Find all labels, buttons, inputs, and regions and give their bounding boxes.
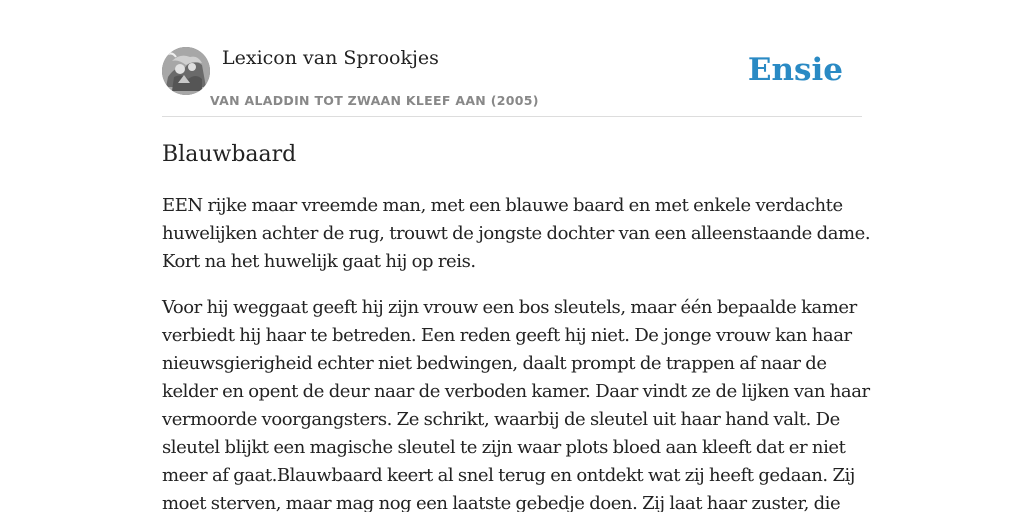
article-paragraph — [162, 294, 870, 512]
paragraph-line: verbiedt hij haar te betreden. Een reden geeft hij niet. De jonge vrouw kan haar — [162, 325, 852, 346]
paragraph-line: huwelijken achter de rug, trouwt de jongste dochter van een alleenstaande dame. — [162, 223, 871, 244]
source-title-link[interactable]: Lexicon van Sprookjes — [222, 47, 439, 69]
paragraph-line: meer af gaat.Blauwbaard keert al snel terug en ontdekt wat zij heeft gedaan. Zij — [162, 465, 855, 486]
article-body — [162, 192, 871, 512]
paragraph-line: Voor hij weggaat geeft hij zijn vrouw een bos sleutels, maar één bepaalde kamer — [162, 297, 857, 318]
paragraph-line: nieuwsgierigheid echter niet bedwingen, daalt prompt de trappen af naar de — [162, 353, 827, 374]
brand-logo[interactable]: Ensie — [747, 52, 843, 88]
paragraph-line: moet sterven, maar mag nog een laatste gebedje doen. Zij laat haar zuster, die — [162, 493, 841, 512]
paragraph-line: EEN rijke maar vreemde man, met een blauwe baard en met enkele verdachte — [162, 195, 843, 216]
article-paragraph — [162, 192, 871, 276]
paragraph-line: sleutel blijkt een magische sleutel te zijn waar plots bloed aan kleeft dat er niet — [162, 437, 846, 458]
source-header — [162, 0, 862, 117]
source-subtitle: VAN ALADDIN TOT ZWAAN KLEEF AAN (2005) — [210, 93, 539, 108]
book-cover-avatar[interactable] — [162, 47, 210, 95]
entry-title: Blauwbaard — [162, 142, 297, 167]
page — [162, 0, 871, 512]
book-cover-engraving-icon — [162, 47, 210, 95]
paragraph-line: vermoorde voorgangsters. Ze schrikt, waarbij de sleutel uit haar hand valt. De — [162, 409, 840, 430]
paragraph-line: Kort na het huwelijk gaat hij op reis. — [162, 251, 476, 272]
paragraph-line: kelder en opent de deur naar de verboden kamer. Daar vindt ze de lijken van haar — [162, 381, 870, 402]
